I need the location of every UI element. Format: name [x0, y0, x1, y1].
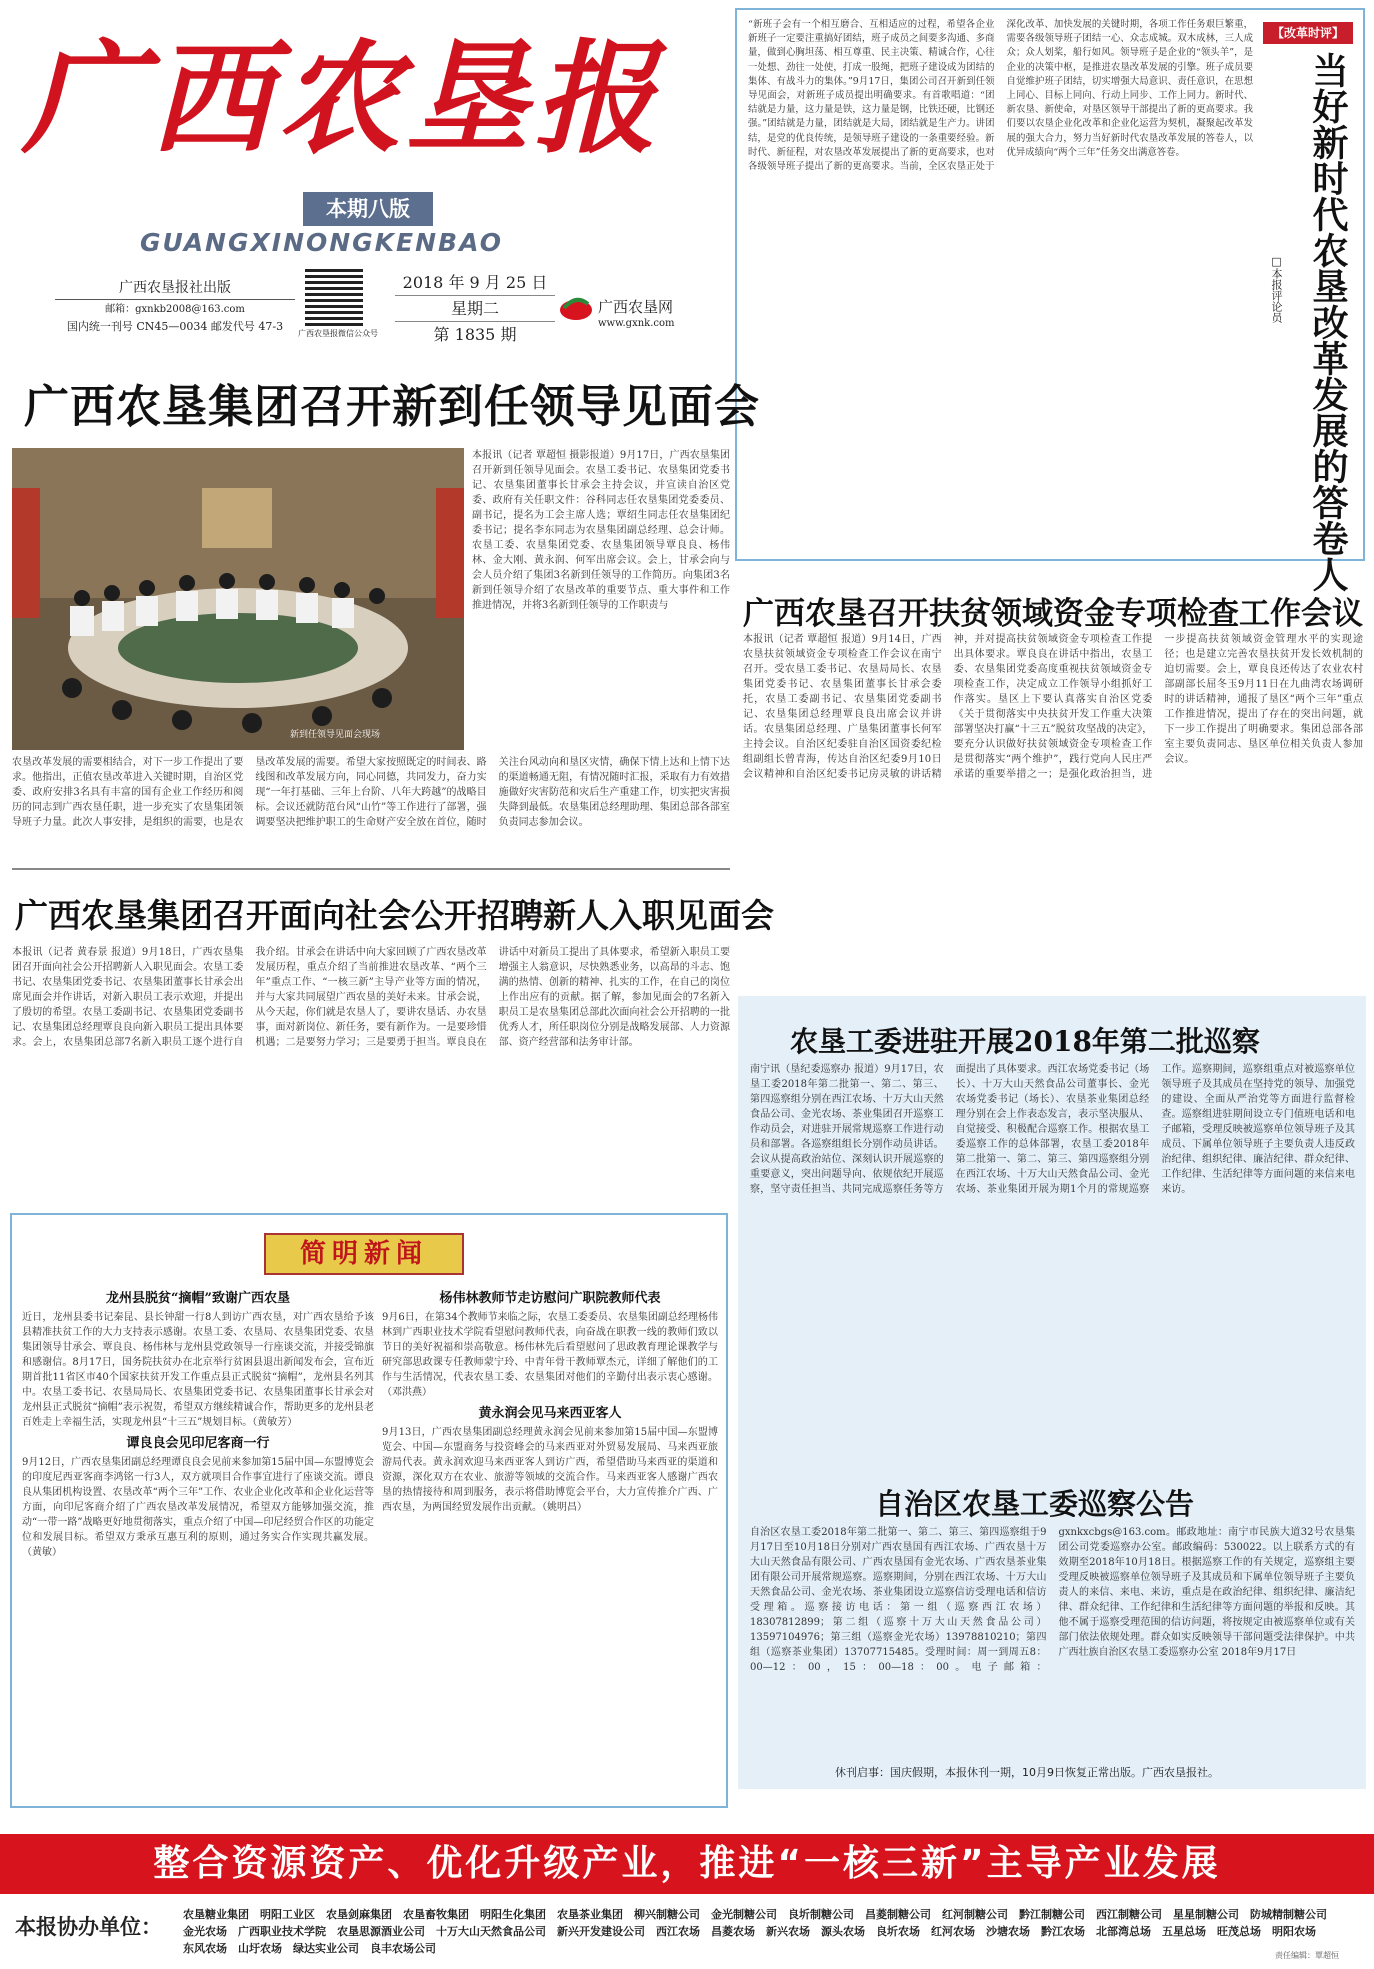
brief-item-body: 9月6日，在第34个教师节来临之际，农垦工委委员、农垦集团副总经理杨伟林到广西职业技术学院看望慰问教师代表，向奋战在职教一线的教师们致以节日的美好祝福和崇高敬意。杨伟林先后看望慰问了思政教育理论课教学与研究部思政课专任教师蒙宁玲、中青年骨干教师覃杰元，详细了解他们的工作与生活情况，代表农垦工委、农垦集团对他们的辛勤付出表示衷心感谢。（邓洪燕） [382, 1312, 718, 1398]
brief-item-body: 近日，龙州县委书记秦昆、县长钟甜一行8人到访广西农垦，对广西农垦给予该县精准扶贫工作的大力支持表示感谢。农垦工委、农垦局、农垦集团党委、农垦集团领导甘承会、覃良良、杨伟林与龙州县党政领导一行座谈交流，并接受锦旗和感谢信。8月17日，国务院扶贫办在北京举行贫困县退出新闻发布会，宣布近期首批11省区市40个国家扶贫开发工作重点县正式脱贫“摘帽”，龙州县名列其中。农垦工委书记、农垦局局长、农垦集团党委书记、农垦集团董事长甘承会对龙州县正式脱贫“摘帽”表示祝贺，希望双方继续精诚合作，帮助更多的龙州县老百姓走上幸福生活，实现龙州县“十三五”规划目标。（黄敏芳） [22, 1312, 374, 1428]
issue-number: 第 1835 期 [433, 325, 517, 344]
masthead-pinyin: GUANGXINONGKENBAO [140, 228, 503, 257]
sponsor-name: 西江制糖公司 [1096, 1908, 1162, 1921]
sponsor-name: 东风农场 [183, 1942, 227, 1955]
brief-item-title: 杨伟林教师节走访慰问广职院教师代表 [439, 1291, 661, 1306]
sponsor-name: 明阳生化集团 [480, 1908, 546, 1921]
article1-body-right: 本报讯（记者 覃超恒 摄影报道）9月17日，广西农垦集团召开新到任领导见面会。农垦工委书记、农垦集团党委书记、农垦集团董事长甘承会主持会议，并宣读自治区党委、政府有关任职文件：谷科同志任农垦集团党委委员、副书记，提名为工会主席人选；覃绍生同志任农垦集团纪委书记；提名李东同志为农垦集团副总经理、总会计师。农垦工委、农垦集团党委、农垦集团领导覃良良、杨伟林、金大刚、黄永润、何军出席会议。会上，甘承会向与会人员介绍了集团3名新到任领导的工作简历。向集团3名新到任领导介绍了农垦改革的重要节点、重大事件和工作推进情况，并将3名新到任领导的工作职责与 [472, 450, 730, 611]
brief-item-title: 谭良良会见印尼客商一行 [126, 1436, 270, 1451]
sponsor-name: 农垦剑麻集团 [326, 1908, 392, 1921]
publisher-issn: 国内统一刊号 CN45—0034 邮发代号 47-3 [66, 320, 284, 333]
sponsor-name: 红河农场 [931, 1925, 975, 1938]
sponsor-name: 昌菱制糖公司 [865, 1908, 931, 1921]
sponsors-list [183, 1906, 1363, 1957]
commentary-author: □本报评论员 [1270, 255, 1283, 323]
slogan-banner: 整合资源资产、优化升级产业，推进“一核三新”主导产业发展 [0, 1834, 1374, 1894]
meeting-photo [12, 448, 464, 750]
sponsor-name: 星星制糖公司 [1173, 1908, 1239, 1921]
sponsor-name: 良圻农场 [876, 1925, 920, 1938]
sponsor-name: 黔江农场 [1041, 1925, 1085, 1938]
brief-news-banner: 简明新闻 [264, 1233, 464, 1275]
article1-body: 农垦改革发展的需要相结合，对下一步工作提出了要求。他指出，正值农垦改革进入关键时期，自治区党委、政府安排3名具有丰富的国有企业工作经历和阅历的同志到广西农垦任职，进一步充实了农垦集团领导班子力量。此次人事安排，是组织的需要，也是农垦改革发展的需要。希望大家按照既定的时间表、路线图和改革发展方向，同心同德，共同发力，奋力实现“一年打基础、三年上台阶、八年大跨越”的战略目标。会议还就防范台风“山竹”等工作进行了部署，强调要坚决把维护职工的生命财产安全放在首位，随时关注台风动向和垦区灾情，确保下情上达和上情下达的渠道畅通无阻，有情况随时汇报，采取有力有效措施做好灾害防范和灾后生产重建工作，切实把灾害损失降到最低。农垦集团总经理助理、集团总部各部室负责同志参加会议。 [12, 757, 730, 828]
sponsor-name: 红河制糖公司 [942, 1908, 1008, 1921]
article4-body: 南宁讯（垦纪委巡察办 报道）9月17日，农垦工委2018年第二批第一、第二、第三、第四巡察组分别在西江农场、十万大山天然食品公司、金光农场、茶业集团召开巡察工作动员会，对进驻开展常规巡察工作进行动员和部署。各巡察组组长分别作动员讲话。会议从提高政治站位、深刻认识开展巡察的重要意义，突出问题导向、依规依纪开展巡察，坚守责任担当、共同完成巡察任务等方面提出了具体要求。西江农场党委书记（场长）、十万大山天然食品公司董事长、金光农场党委书记（场长）、农垦茶业集团总经理分别在会上作表态发言，表示坚决服从、自觉接受、积极配合巡察工作。根据农垦工委巡察工作的总体部署，农垦工委2018年第二批第一、第二、第三、第四巡察组分别在西江农场、十万大山天然食品公司、金光农场、茶业集团开展为期1个月的常规巡察工作。巡察期间，巡察组重点对被巡察单位领导班子及其成员在坚持党的领导、加强党的建设、全面从严治党等方面进行监督检查。巡察组进驻期间设立专门值班电话和电子邮箱，受理反映被巡察单位领导班子及其成员、下属单位领导班子主要负责人违反政治纪律、组织纪律、廉洁纪律、群众纪律、工作纪律、生活纪律等方面问题的来信来电来访。 [750, 1064, 1355, 1195]
edition-label: 本期八版 [303, 192, 433, 226]
sponsor-name: 五星总场 [1162, 1925, 1206, 1938]
article3-headline: 广西农垦集团召开面向社会公开招聘新人入职见面会 [15, 896, 774, 935]
sponsor-name: 西江农场 [656, 1925, 700, 1938]
issue-weekday: 星期二 [395, 296, 555, 322]
sponsor-name: 明阳工业区 [260, 1908, 315, 1921]
divider [12, 868, 730, 870]
sponsor-name: 柳兴制糖公司 [634, 1908, 700, 1921]
article5-headline: 自治区农垦工委巡察公告 [875, 1487, 1195, 1521]
brief-item-body: 9月12日，广西农垦集团副总经理谭良良会见前来参加第15届中国—东盟博览会的印度尼西亚客商李鸿铭一行3人，双方就项目合作事宜进行了座谈交流。谭良良从集团机构设置、农垦改革“两个三年”工作、农业企业化改革和企业化运营等方面，向印尼客商介绍了广西农垦改革发展情况，希望双方能够加强交流，推动“一带一路”战略更好地贯彻落实，重点介绍了中国—印尼经贸合作区的功能定位和发展目标。希望双方秉承互惠互利的原则，通过务实合作实现共赢发展。（黄敏） [22, 1457, 374, 1558]
editor-credit: 责任编辑：覃超恒 [1275, 1951, 1339, 1960]
article1-headline: 广西农垦集团召开新到任领导见面会 [24, 380, 761, 433]
masthead-logo: 广西农垦报 [22, 26, 662, 170]
site-name: 广西农垦网 [598, 298, 674, 316]
brief-news-column-right [382, 1285, 718, 1800]
sponsor-name: 山圩农场 [238, 1942, 282, 1955]
sponsor-name: 明阳农场 [1272, 1925, 1316, 1938]
brief-item-body: 9月13日，广西农垦集团副总经理黄永润会见前来参加第15届中国—东盟博览会、中国—东盟商务与投资峰会的马来西亚对外贸易发展局、马来西亚旅游局代表。黄永润欢迎马来西亚客人到访广西，希望借助马来西亚的渠道和资源，深化双方在农业、旅游等领域的交流合作。马来西亚客人感谢广西农垦的热情接待和周到服务，表示将借助博览会平台，大力宣传推介广西、广西农垦，为两国经贸发展作出贡献。（姚明昌） [382, 1427, 718, 1513]
article5-body: 自治区农垦工委2018年第二批第一、第二、第三、第四巡察组于9月17日至10月18日分别对广西农垦国有西江农场、广西农垦十万大山天然食品有限公司、广西农垦国有金光农场、广西农垦茶业集团有限公司开展常规巡察。巡察期间，分别在西江农场、十万大山天然食品公司、金光农场、茶业集团设立巡察信访受理电话和信访受理箱。巡察接访电话：第一组（巡察西江农场）18307812899；第二组（巡察十万大山天然食品公司）13597104976；第三组（巡察金光农场）13978810210；第四组（巡察茶业集团）13707715485。受理时间：周一到周五8：00—12：00，15：00—18：00。电子邮箱：gxnkxcbgs@163.com。邮政地址：南宁市民族大道32号农垦集团公司党委巡察办公室。邮政编码：530022。以上联系方式的有效期至2018年10月18日。根据巡察工作的有关规定，巡察组主要受理反映被巡察单位领导班子及其成员和下属单位领导班子主要负责人的来信、来电、来访，重点是在政治纪律、组织纪律、廉洁纪律、群众纪律、工作纪律和生活纪律等方面问题的举报和反映。其他不属于巡察受理范围的信访问题，将按规定由被巡察单位或有关部门依法依规处理。群众如实反映领导干部问题受法律保护。中共广西壮族自治区农垦工委巡察办公室 2018年9月17日 [750, 1527, 1355, 1673]
sponsor-name: 良圻制糖公司 [788, 1908, 854, 1921]
publisher-email: 邮箱：gxnkb2008@163.com [105, 304, 245, 315]
photo-caption: 新到任领导见面会现场 [290, 730, 381, 740]
sponsor-name: 源头农场 [821, 1925, 865, 1938]
sponsor-name: 昌菱农场 [711, 1925, 755, 1938]
gxnk-logo-icon [558, 292, 594, 322]
commentary-body: “新班子会有一个相互磨合、互相适应的过程，希望各企业新班子一定要注重搞好团结，班子成员之间要多沟通、多商量，做到心胸坦荡、相互尊重、民主决策、精诚合作，心往一处想、劲往一处使，打成一股绳，把班子建设成为团结的集体、有战斗力的集体。”9月17日，集团公司召开新到任领导见面会，对新班子成员提出明确要求。有首歌唱道：“团结就是力量，这力量是铁，这力量是钢，比铁还硬，比钢还强。”团结就是力量，团结就是大局，团结就是生产力。讲团结，是党的优良传统，是领导班子建设的一条重要经验。新时代、新征程，对农垦改革发展提出了新的更高要求，也对各级领导班子提出了新的更高要求。当前，全区农垦正处于深化改革、加快发展的关键时期，各项工作任务艰巨繁重，需要各级领导班子团结一心、众志成城。双木成林，三人成众；众人划桨，船行如风。领导班子是企业的“领头羊”，是企业的决策中枢，是推进农垦改革发展的引擎。班子成员要自觉维护班子团结，切实增强大局意识、责任意识，在思想上同心、目标上同向、行动上同步、工作上同力。新时代、新农垦、新使命，对垦区领导干部提出了新的更高要求。我们要以农垦企业化改革和企业化运营为契机，凝聚起改革发展的强大合力，努力当好新时代农垦改革发展的答卷人，以优异成绩向“两个三年”任务交出满意答卷。 [748, 19, 1253, 173]
sponsor-name: 农垦思源酒业公司 [337, 1925, 425, 1938]
article2-body: 本报讯（记者 覃超恒 报道）9月14日，广西农垦扶贫领域资金专项检查工作会议在南宁召开。受农垦工委书记、农垦局局长、农垦集团党委书记、农垦集团董事长甘承会委托，农垦工委副书记、农垦集团党委副书记、农垦集团总经理覃良良出席会议并讲话。农垦集团总经理、广垦集团董事长何军主持会议。自治区纪委驻自治区国资委纪检组副组长曾青海，传达自治区纪委9月10日会议精神和自治区纪委书记房灵敏的讲话精神，并对提高扶贫领域资金专项检查工作提出具体要求。覃良良在讲话中指出，农垦工委、农垦集团党委高度重视扶贫领域资金专项检查工作，决定成立工作领导小组抓好工作落实。垦区上下要认真落实自治区党委《关于贯彻落实中央扶贫开发工作重大决策部署坚决打赢“十三五”脱贫攻坚战的决定》，要充分认识做好扶贫领域资金专项检查工作是贯彻落实“两个维护”，践行党向人民庄严承诺的重要举措之一；是强化政治担当，进一步提高扶贫领域资金管理水平的实现途径；也是建立完善农垦扶贫开发长效机制的迫切需要。会上，覃良良还传达了农业农村部副部长屈冬玉9月11日在九曲湾农场调研时的讲话精神，通报了垦区“两个三年”重点工作推进情况，提出了存在的突出问题，就下一步工作提出了明确要求。集团总部各部室主要负责同志、垦区单位相关负责人参加会议。 [743, 634, 1363, 780]
article3-body: 本报讯（记者 黄春景 报道）9月18日，广西农垦集团召开面向社会公开招聘新人入职见面会。农垦工委书记、农垦集团党委书记、农垦集团董事长甘承会出席见面会并作讲话，对新入职员工表示欢迎，并提出了殷切的希望。农垦工委副书记、农垦集团党委副书记、农垦集团总经理覃良良向新入职员工提出具体要求。会上，农垦集团总部7名新入职员工逐个进行自我介绍。甘承会在讲话中向大家回顾了广西农垦改革发展历程，重点介绍了当前推进农垦改革、“两个三年”重点工作、“一核三新”主导产业等方面的情况，并与大家共同展望广西农垦的美好未来。甘承会说，从今天起，你们就是农垦人了，要讲农垦话、办农垦事，面对新岗位、新任务，要有新作为。一是要珍惜机遇；二是要努力学习；三是要勇于担当。覃良良在讲话中对新员工提出了具体要求，希望新入职员工要增强主人翁意识，尽快熟悉业务，以高昂的斗志、饱满的热情、创新的精神、扎实的工作，在自己的岗位上作出应有的贡献。据了解，参加见面会的7名新入职员工是农垦集团总部此次面向社会公开招聘的一批优秀人才，所任职岗位分别是战略发展部、人力资源部、资产经营部和法务审计部。 [12, 947, 730, 1048]
issue-date-block [395, 270, 555, 347]
sponsor-name: 黔江制糖公司 [1019, 1908, 1085, 1921]
sponsor-name: 北部湾总场 [1096, 1925, 1151, 1938]
sponsor-name: 农垦茶业集团 [557, 1908, 623, 1921]
sponsor-name: 防城精制糖公司 [1250, 1908, 1327, 1921]
sponsors-label: 本报协办单位： [15, 1914, 162, 1939]
site-url[interactable]: www.gxnk.com [598, 318, 675, 329]
issue-date: 2018 年 9 月 25 日 [395, 270, 555, 296]
sponsor-name: 十万大山天然食品公司 [436, 1925, 546, 1938]
qr-caption: 广西农垦报微信公众号 [298, 329, 378, 338]
sponsor-name: 金光制糖公司 [711, 1908, 777, 1921]
sponsor-name: 沙塘农场 [986, 1925, 1030, 1938]
sponsor-name: 广西职业技术学院 [238, 1925, 326, 1938]
article2-headline: 广西农垦召开扶贫领域资金专项检查工作会议 [743, 596, 1363, 632]
publisher-info [55, 277, 295, 334]
sponsor-name: 金光农场 [183, 1925, 227, 1938]
sponsor-name: 农垦畜牧集团 [403, 1908, 469, 1921]
publisher-name: 广西农垦报社出版 [55, 277, 295, 300]
sponsor-name: 新兴农场 [766, 1925, 810, 1938]
qr-code-icon [305, 268, 363, 326]
brief-news-column-left [22, 1285, 374, 1800]
sponsor-name: 绿达实业公司 [293, 1942, 359, 1955]
sponsor-name: 良丰农场公司 [370, 1942, 436, 1955]
article4-headline: 农垦工委进驻开展2018年第二批巡察 [790, 1025, 1260, 1058]
brief-item-title: 龙州县脱贫“摘帽”致谢广西农垦 [106, 1291, 290, 1306]
commentary-title: 当好新时代农垦改革发展的答卷人 [1307, 52, 1349, 592]
sponsor-name: 新兴开发建设公司 [557, 1925, 645, 1938]
holiday-notice: 休刊启事：国庆假期，本报休刊一期，10月9日恢复正常出版。广西农垦报社。 [835, 1766, 1219, 1779]
brief-item-title: 黄永润会见马来西亚客人 [478, 1406, 622, 1421]
commentary-badge: 【改革时评】 [1263, 22, 1353, 44]
sponsor-name: 农垦糖业集团 [183, 1908, 249, 1921]
sponsor-name: 旺茂总场 [1217, 1925, 1261, 1938]
